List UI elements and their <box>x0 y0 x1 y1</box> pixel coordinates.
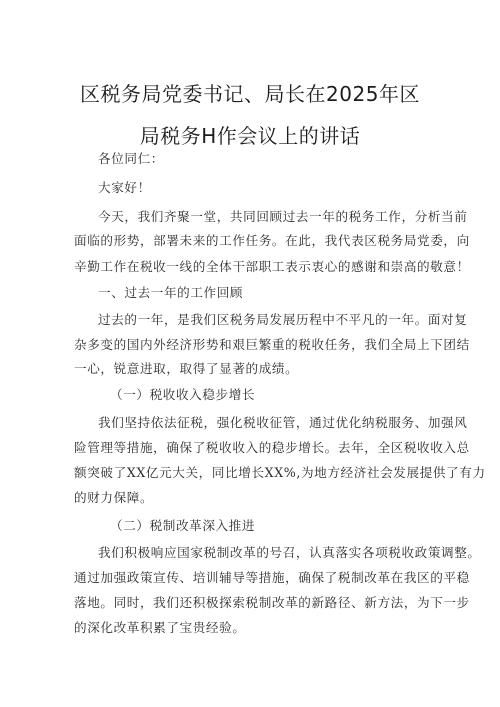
paragraph-line: 通过加强政策宣传、培训辅导等措施，确保了税制改革在我区的平稳 <box>74 570 470 585</box>
paragraph-line: 的财力保障。 <box>74 490 154 505</box>
section-heading: 一、过去一年的工作回顾 <box>98 285 244 300</box>
paragraph-line: 今天，我们齐聚一堂，共同回顾过去一年的税务工作，分析当前 <box>98 209 468 224</box>
greeting: 大家好！ <box>98 180 151 195</box>
document-title-line-2: 局税务H作会议上的讲话 <box>139 124 361 148</box>
paragraph-line: 一心，锐意进取，取得了显著的成绩。 <box>74 361 299 376</box>
paragraph-line: 面临的形势，部署未来的工作任务。在此，我代表区税务局党委，向 <box>74 233 470 248</box>
paragraph-line: 我们坚持依法征税，强化税收征管，通过优化纳税服务、加强风 <box>98 415 468 430</box>
subsection-heading: （二）税制改革深入推进 <box>110 518 256 533</box>
paragraph-line: 过去的一年，是我们区税务局发展历程中不平凡的一年。面对复 <box>98 312 468 327</box>
paragraph-line: 我们积极响应国家税制改革的号召，认真落实各项税收政策调整。 <box>98 545 481 560</box>
paragraph-line: 辛勤工作在税收一线的全体干部职工表示衷心的感谢和崇高的敬意！ <box>74 259 470 274</box>
subsection-heading: （一）税收收入稳步增长 <box>110 387 256 402</box>
paragraph-line: 的深化改革积累了宝贵经验。 <box>74 620 246 635</box>
paragraph-line: 落地。同时，我们还积极探索税制改革的新路径、新方法，为下一步 <box>74 595 470 610</box>
document-title-line-1: 区税务局党委书记、局长在2025年区 <box>80 82 420 106</box>
salutation: 各位同仁： <box>98 151 164 166</box>
paragraph-line: 杂多变的国内外经济形势和艰巨繁重的税收任务，我们全局上下团结 <box>74 337 470 352</box>
paragraph-line: 额突破了XX亿元大关，同比增长XX%,为地方经济社会发展提供了有力 <box>74 465 486 480</box>
paragraph-line: 险管理等措施，确保了税收收入的稳步增长。去年，全区税收收入总 <box>74 440 470 455</box>
